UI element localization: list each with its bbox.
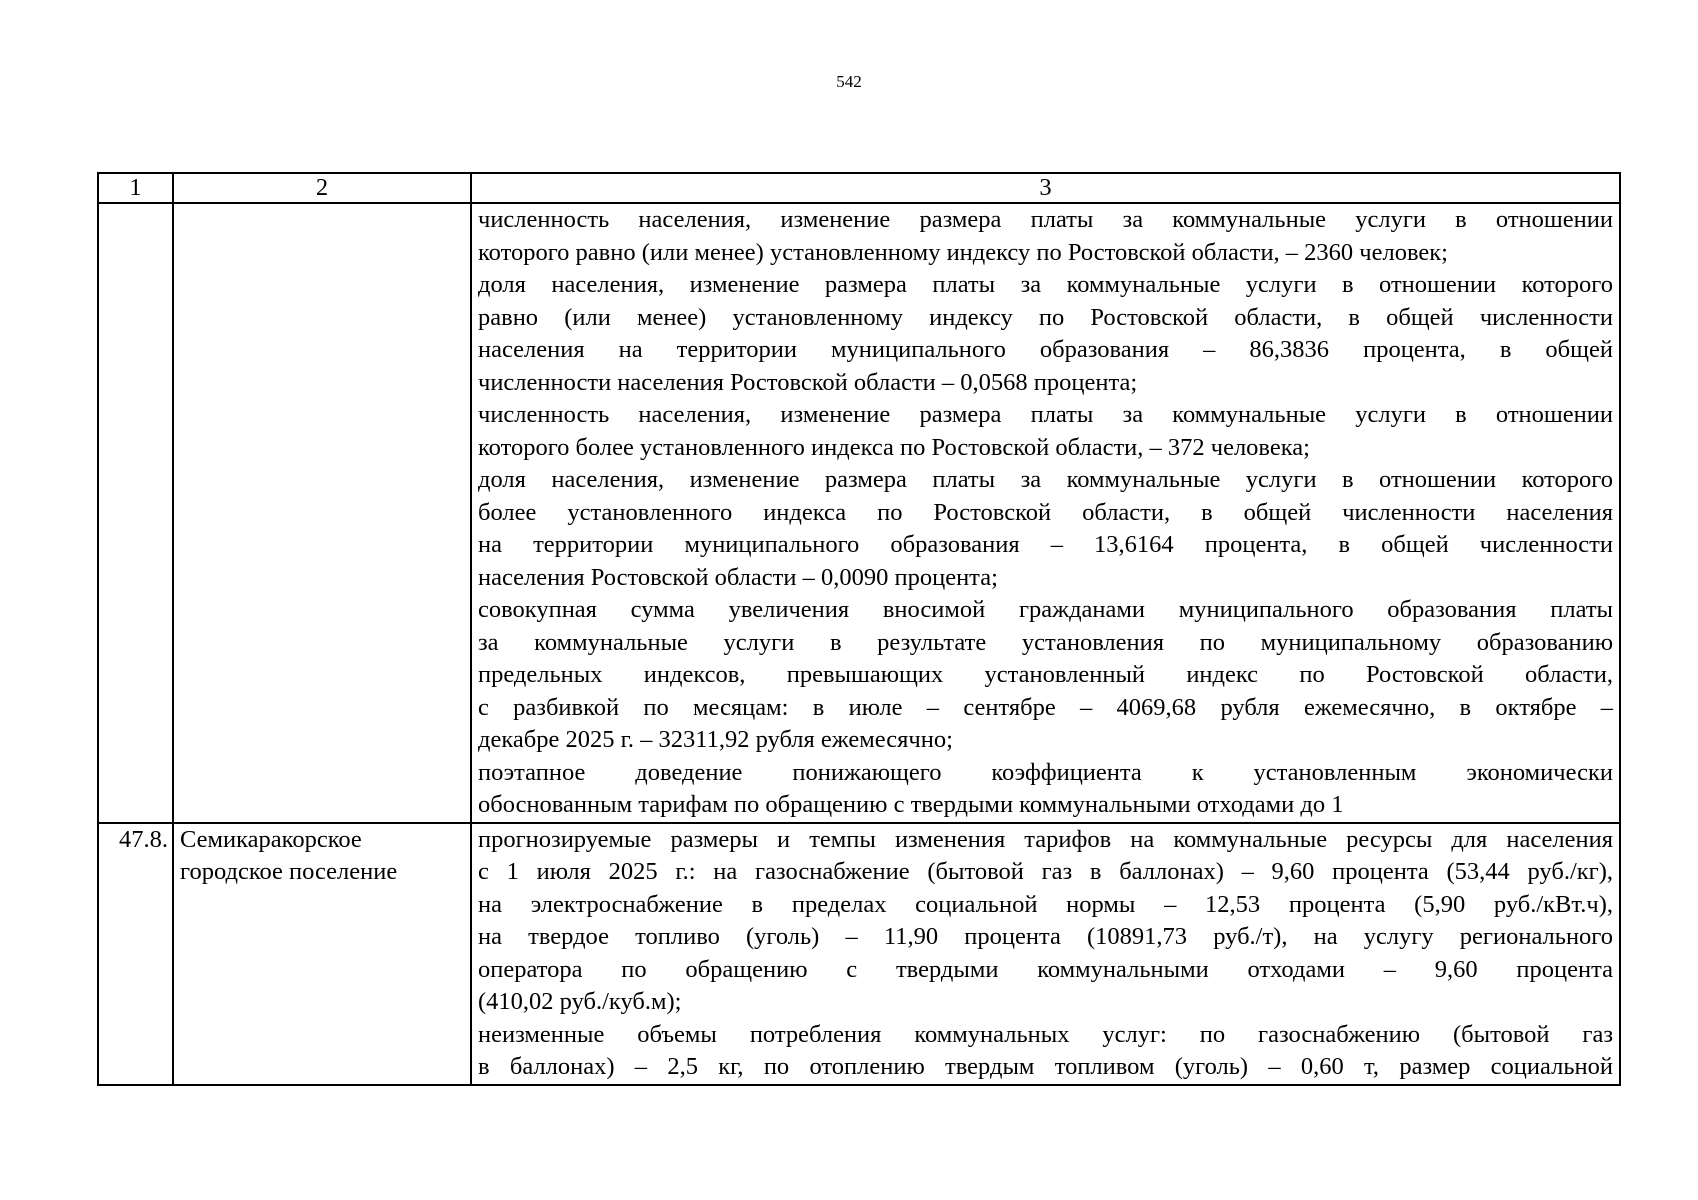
text-line: которого более установленного индекса по Ростовской области, – 372 человека; [478, 433, 1310, 461]
text-line: с разбивкой по месяцам: в июле – сентябре – 4069,68 рубля ежемесячно, в октябре – [478, 693, 1613, 721]
header-col-2: 2 [173, 173, 471, 203]
text-line: доля населения, изменение размера платы за коммунальные услуги в отношении которого [478, 271, 1613, 298]
text-line: обоснованным тарифам по обращению с твердыми коммунальными отходами до 1 [478, 791, 1344, 818]
text-line: за коммунальные услуги в результате установления по муниципальному образованию [478, 628, 1613, 656]
text-line: совокупная сумма увеличения вносимой гражданами муниципального образования платы [478, 596, 1613, 623]
text-line: доля населения, изменение размера платы за коммунальные услуги в отношении которого [478, 466, 1613, 493]
continuation-number-cell [98, 203, 173, 823]
page-number: 542 [836, 72, 862, 91]
text-line: численность населения, изменение размера платы за коммунальные услуги в отношении [478, 206, 1613, 233]
table-row-47-8 [98, 823, 1620, 1085]
text-line: численности населения Ростовской области – 0,0568 процента; [478, 368, 1138, 396]
text-line: поэтапное доведение понижающего коэффициента к установленным экономически [478, 758, 1613, 786]
municipality-name-line: городское поселение [180, 858, 398, 885]
text-line: которого равно (или менее) установленному индексу по Ростовской области, – 2360 человек; [478, 238, 1448, 266]
row-47-8-text-cell [471, 823, 1620, 1085]
document-table [97, 172, 1621, 1086]
text-line: более установленного индекса по Ростовской области, в общей численности населения [478, 498, 1613, 526]
text-line: на территории муниципального образования – 13,6164 процента, в общей численности [478, 531, 1613, 558]
text-line: на твердое топливо (уголь) – 11,90 процента (10891,73 руб./т), на услугу регионального [478, 923, 1613, 950]
text-line: оператора по обращению с твердыми коммунальными отходами – 9,60 процента [478, 955, 1613, 983]
header-col-1: 1 [98, 173, 173, 203]
text-line: на электроснабжение в пределах социальной нормы – 12,53 процента (5,90 руб./кВт.ч), [478, 890, 1613, 918]
table-row-continuation [98, 203, 1620, 823]
municipality-name-line: Семикаракорское [180, 825, 362, 853]
text-line: численность населения, изменение размера платы за коммунальные услуги в отношении [478, 401, 1613, 428]
text-line: населения Ростовской области – 0,0090 процента; [478, 563, 998, 591]
municipality-name-cell [173, 823, 471, 1085]
text-line: населения на территории муниципального образования – 86,3836 процента, в общей [478, 336, 1613, 363]
row-number: 47.8. [98, 823, 173, 1085]
text-line: декабре 2025 г. – 32311,92 рубля ежемесячно; [478, 726, 953, 753]
text-line: (410,02 руб./куб.м); [478, 988, 682, 1015]
header-col-3: 3 [471, 173, 1620, 203]
text-line: предельных индексов, превышающих установленный индекс по Ростовской области, [478, 661, 1613, 688]
text-line: неизменные объемы потребления коммунальных услуг: по газоснабжению (бытовой газ [478, 1020, 1613, 1048]
text-line: в баллонах) – 2,5 кг, по отоплению твердым топливом (уголь) – 0,60 т, размер социальной [478, 1053, 1613, 1080]
table-header-row [98, 173, 1620, 203]
text-line: равно (или менее) установленному индексу по Ростовской области, в общей численности [478, 303, 1613, 331]
text-line: с 1 июля 2025 г.: на газоснабжение (бытовой газ в баллонах) – 9,60 процента (53,44 руб./кг), [478, 858, 1613, 885]
continuation-text-cell [471, 203, 1620, 823]
text-line: прогнозируемые размеры и темпы изменения тарифов на коммунальные ресурсы для населения [478, 825, 1613, 853]
continuation-name-cell [173, 203, 471, 823]
